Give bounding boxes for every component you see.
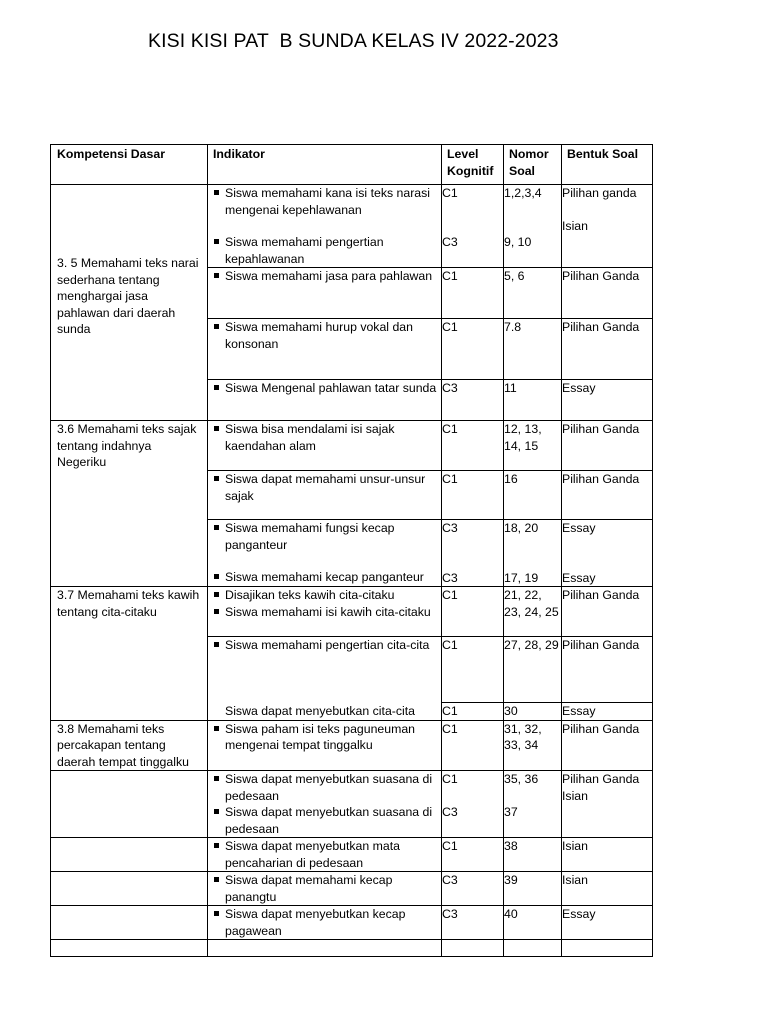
indikator-text: Siswa memahami kecap panganteur (225, 570, 424, 584)
level-cell: C3 (442, 906, 504, 940)
nomor-cell: 30 (504, 703, 562, 721)
nomor-cell: 27, 28, 29 (504, 637, 562, 703)
kd-cell (51, 872, 208, 906)
indikator-text: Siswa memahami fungsi kecap panganteur (225, 521, 395, 552)
kd-cell (51, 587, 208, 721)
bullet-icon (214, 426, 219, 431)
indikator-cell (208, 906, 442, 940)
table-row (51, 720, 653, 771)
table-row (51, 838, 653, 872)
bentuk-cell: Pilihan Ganda (562, 268, 653, 319)
indikator-text: Siswa dapat menyebutkan kecap pagawean (225, 907, 406, 938)
level-cell: C1 (442, 587, 504, 637)
level-cell: C1 (442, 720, 504, 771)
indikator-cell (208, 268, 442, 319)
nomor-cell: 35, 36 37 (504, 771, 562, 838)
header-indikator: Indikator (208, 145, 442, 185)
bullet-icon (214, 574, 219, 579)
bullet-icon (214, 476, 219, 481)
bentuk-cell: Pilihan ganda Isian (562, 185, 653, 268)
indikator-cell (208, 637, 442, 703)
nomor-cell: 38 (504, 838, 562, 872)
indikator-text: Siswa dapat menyebutkan mata pencaharian di pedesaan (225, 839, 400, 870)
indikator-cell (208, 471, 442, 520)
indikator-cell (208, 703, 442, 721)
bentuk-cell: Essay Essay (562, 520, 653, 587)
bentuk-cell: Pilihan Ganda (562, 319, 653, 380)
level-cell: C1 (442, 471, 504, 520)
indikator-cell (208, 319, 442, 380)
indikator-text: Siswa paham isi teks paguneuman mengenai tempat tinggalku (225, 721, 416, 752)
level-cell: C1 (442, 319, 504, 380)
bentuk-cell: Essay (562, 906, 653, 940)
bentuk-cell: Essay (562, 703, 653, 721)
level-cell: C1 (442, 838, 504, 872)
header-bentuk-soal: Bentuk Soal (562, 145, 653, 185)
indikator-text: Siswa dapat memahami kecap panangtu (225, 873, 393, 904)
indikator-text: Siswa memahami isi kawih cita-citaku (225, 604, 431, 619)
bullet-icon (214, 592, 219, 597)
bullet-icon (214, 525, 219, 530)
level-cell: C3 C3 (442, 520, 504, 587)
kd-text: 3.7 Memahami teks kawih tentang cita-citaku (57, 588, 200, 619)
indikator-cell (208, 587, 442, 637)
table-row (51, 906, 653, 940)
bullet-icon (214, 776, 219, 781)
bullet-icon (214, 809, 219, 814)
bullet-icon (214, 385, 219, 390)
kd-text: 3.8 Memahami teks percakapan tentang daerah tempat tinggalku (57, 721, 189, 769)
level-cell: C3 (442, 380, 504, 421)
nomor-cell: 31, 32, 33, 34 (504, 720, 562, 771)
bullet-icon (214, 877, 219, 882)
bullet-icon (214, 190, 219, 195)
bentuk-cell: Isian (562, 838, 653, 872)
empty-cell (442, 940, 504, 957)
kd-cell (51, 185, 208, 421)
indikator-cell (208, 720, 442, 771)
bentuk-cell: Pilihan Ganda (562, 587, 653, 637)
kd-cell (51, 720, 208, 771)
bentuk-cell: Essay (562, 380, 653, 421)
nomor-cell: 40 (504, 906, 562, 940)
bentuk-cell: Isian (562, 872, 653, 906)
kd-cell (51, 771, 208, 838)
level-cell: C1 (442, 421, 504, 471)
table-header-row (51, 145, 653, 185)
table-row (51, 587, 653, 637)
indikator-text: Siswa dapat menyebutkan suasana di pedesaan (225, 772, 433, 803)
bullet-icon (214, 642, 219, 647)
nomor-cell: 1,2,3,4 9, 10 (504, 185, 562, 268)
empty-cell (562, 940, 653, 957)
indikator-cell (208, 520, 442, 587)
table-row (51, 421, 653, 471)
indikator-text: Siswa Mengenal pahlawan tatar sunda (225, 381, 437, 395)
bullet-icon (214, 273, 219, 278)
indikator-text: Siswa memahami hurup vokal dan konsonan (225, 320, 413, 351)
indikator-text: Siswa bisa mendalami isi sajak kaendahan alam (225, 422, 395, 453)
table-row (51, 872, 653, 906)
kd-cell (51, 838, 208, 872)
indikator-text: Siswa memahami kana isi teks narasi mengenai kepehlawanan (225, 186, 431, 217)
bullet-icon (214, 609, 219, 614)
empty-table-row (51, 940, 653, 957)
nomor-cell: 16 (504, 471, 562, 520)
kd-cell (51, 906, 208, 940)
empty-cell (51, 940, 208, 957)
indikator-cell (208, 838, 442, 872)
level-cell: C1 C3 (442, 771, 504, 838)
indikator-text: Siswa memahami jasa para pahlawan (225, 269, 433, 283)
nomor-cell: 5, 6 (504, 268, 562, 319)
bullet-icon (214, 911, 219, 916)
indikator-text: Siswa dapat menyebutkan suasana di pedesaan (225, 805, 433, 836)
nomor-cell: 12, 13, 14, 15 (504, 421, 562, 471)
nomor-cell: 7.8 (504, 319, 562, 380)
empty-cell (208, 940, 442, 957)
bentuk-cell: Pilihan Ganda (562, 471, 653, 520)
kd-text: 3. 5 Memahami teks narai sederhana tentang menghargai jasa pahlawan dari daerah sunda (57, 256, 199, 337)
indikator-text: Siswa dapat memahami unsur-unsur sajak (225, 472, 426, 503)
bullet-icon (214, 324, 219, 329)
bentuk-cell: Pilihan Ganda (562, 421, 653, 471)
nomor-cell: 21, 22, 23, 24, 25 (504, 587, 562, 637)
table-row (51, 771, 653, 838)
bullet-icon (214, 726, 219, 731)
indikator-cell (208, 380, 442, 421)
indikator-cell (208, 421, 442, 471)
bentuk-cell: Pilihan Ganda Isian (562, 771, 653, 838)
indikator-cell (208, 872, 442, 906)
indikator-cell (208, 771, 442, 838)
nomor-cell: 11 (504, 380, 562, 421)
indikator-text: Disajikan teks kawih cita-citaku (225, 588, 395, 602)
kd-text: 3.6 Memahami teks sajak tentang indahnya Negeriku (57, 422, 197, 469)
bentuk-cell: Pilihan Ganda (562, 720, 653, 771)
header-kompetensi-dasar: Kompetensi Dasar (51, 145, 208, 185)
level-cell: C1 (442, 637, 504, 703)
indikator-text: Siswa memahami pengertian cita-cita (225, 638, 430, 652)
header-level-kognitif: Level Kognitif (442, 145, 504, 185)
nomor-cell: 18, 20 17, 19 (504, 520, 562, 587)
bullet-icon (214, 843, 219, 848)
bentuk-cell: Pilihan Ganda (562, 637, 653, 703)
table-row (51, 185, 653, 268)
header-nomor-soal: Nomor Soal (504, 145, 562, 185)
level-cell: C1 (442, 703, 504, 721)
kisi-kisi-table (50, 144, 653, 957)
empty-cell (504, 940, 562, 957)
indikator-cell (208, 185, 442, 268)
nomor-cell: 39 (504, 872, 562, 906)
level-cell: C1 (442, 268, 504, 319)
indikator-text: Siswa memahami pengertian kepahlawanan (225, 235, 384, 266)
document-title: KISI KISI PAT B SUNDA KELAS IV 2022-2023 (148, 30, 559, 52)
kd-cell (51, 421, 208, 587)
level-cell: C1 C3 (442, 185, 504, 268)
bullet-icon (214, 239, 219, 244)
level-cell: C3 (442, 872, 504, 906)
indikator-text: Siswa dapat menyebutkan cita-cita (225, 703, 416, 718)
